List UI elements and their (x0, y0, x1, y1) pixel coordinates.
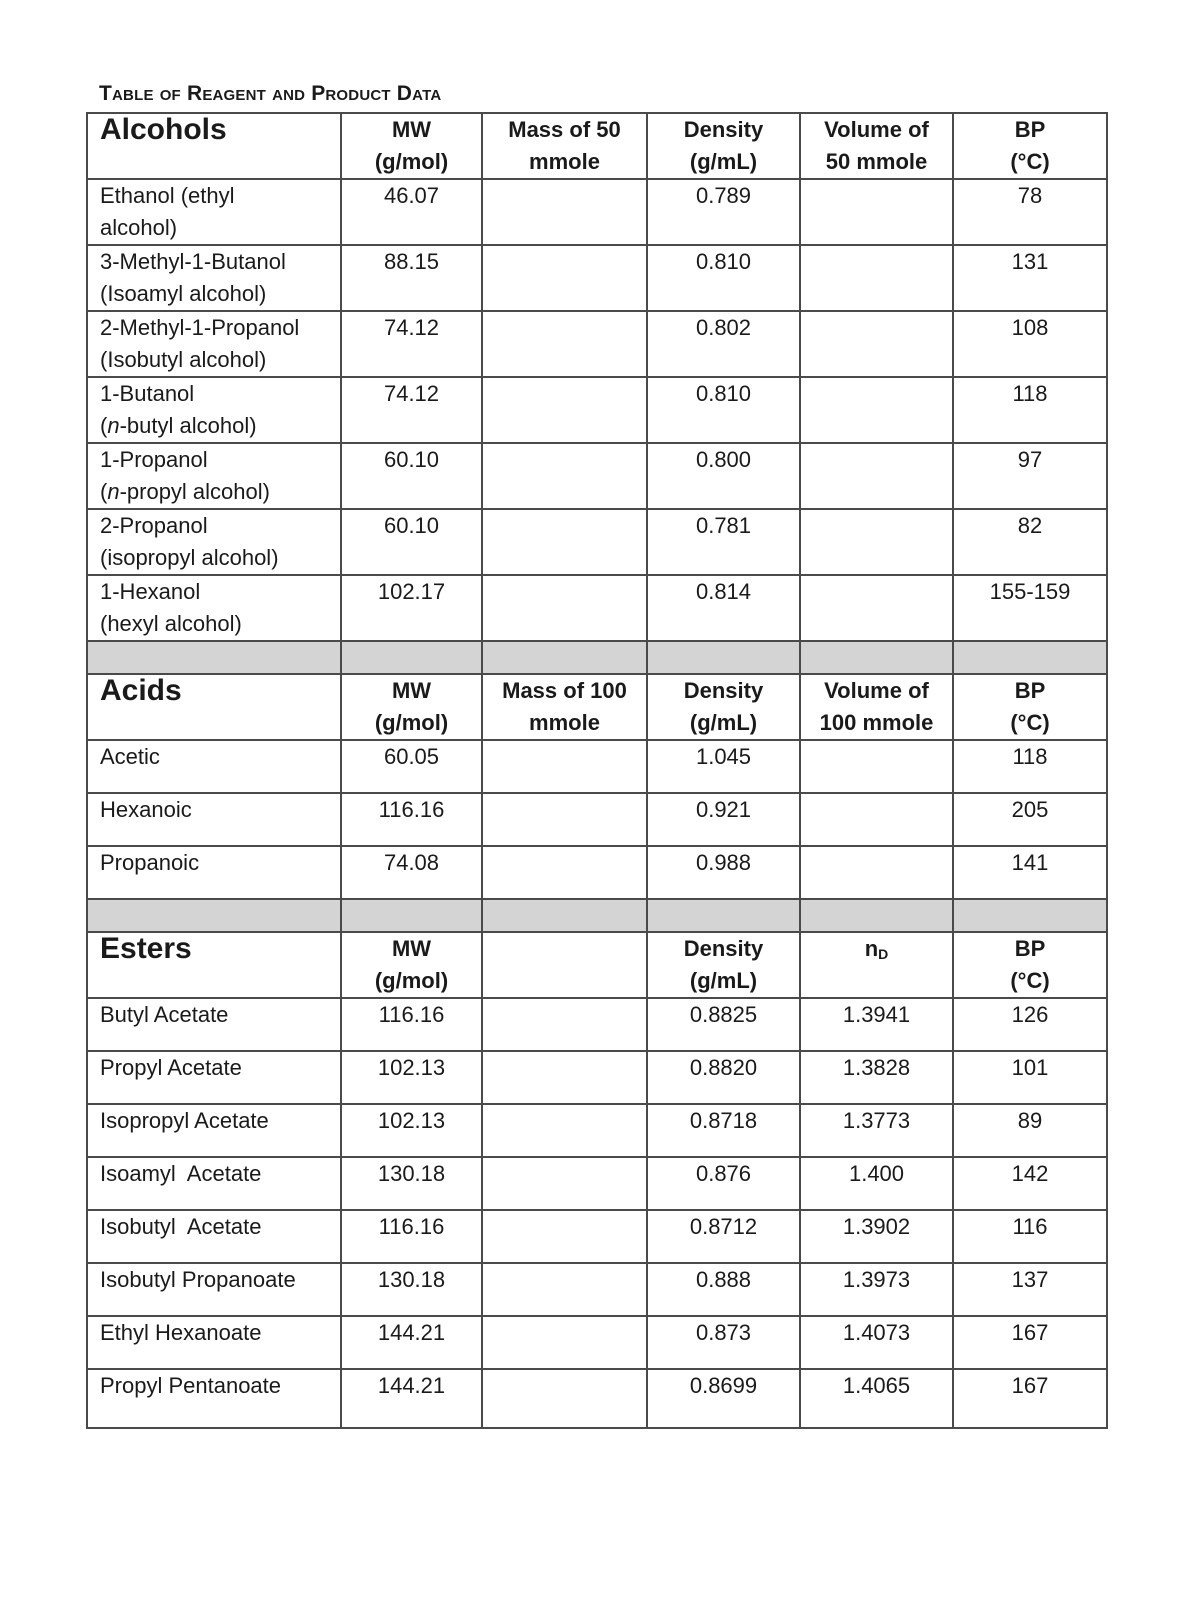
compound-name: Ethanol (ethyl alcohol) (87, 179, 341, 245)
bp-cell: 167 (953, 1369, 1107, 1428)
density-cell: 0.921 (647, 793, 800, 846)
mw-cell: 144.21 (341, 1316, 482, 1369)
mw-cell: 46.07 (341, 179, 482, 245)
mw-header: MW (g/mol) (341, 932, 482, 998)
mass-cell (482, 1157, 647, 1210)
mass-cell (482, 846, 647, 899)
density-header: Density (g/mL) (647, 674, 800, 740)
table-row (87, 575, 1107, 641)
volume-cell (800, 179, 953, 245)
mw-cell: 102.13 (341, 1051, 482, 1104)
density-cell: 0.876 (647, 1157, 800, 1210)
table-row (87, 1051, 1107, 1104)
density-cell: 0.789 (647, 179, 800, 245)
refractive-index-cell: 1.3941 (800, 998, 953, 1051)
section-separator (87, 899, 1107, 932)
refractive-index-cell: 1.4073 (800, 1316, 953, 1369)
bp-cell: 142 (953, 1157, 1107, 1210)
table-row (87, 1157, 1107, 1210)
bp-cell: 167 (953, 1316, 1107, 1369)
bp-cell: 116 (953, 1210, 1107, 1263)
density-cell: 0.802 (647, 311, 800, 377)
bp-cell: 82 (953, 509, 1107, 575)
bp-cell: 118 (953, 377, 1107, 443)
refractive-index-cell: 1.3828 (800, 1051, 953, 1104)
volume-cell (800, 740, 953, 793)
compound-name: Butyl Acetate (87, 998, 341, 1051)
mass-header: Mass of 50 mmole (482, 113, 647, 179)
density-cell: 0.8712 (647, 1210, 800, 1263)
bp-header: BP (°C) (953, 113, 1107, 179)
acids-header-row (87, 674, 1107, 740)
mass-cell (482, 1210, 647, 1263)
table-row (87, 1210, 1107, 1263)
table-title: Table of Reagent and Product Data (99, 82, 442, 105)
table-row (87, 1104, 1107, 1157)
bp-header: BP (°C) (953, 932, 1107, 998)
compound-name: Hexanoic (87, 793, 341, 846)
bp-cell: 108 (953, 311, 1107, 377)
volume-cell (800, 377, 953, 443)
volume-cell (800, 311, 953, 377)
mw-cell: 74.08 (341, 846, 482, 899)
density-header: Density (g/mL) (647, 113, 800, 179)
alcohols-header-row (87, 113, 1107, 179)
acids-section-title: Acids (87, 674, 341, 740)
mass-header: Mass of 100 mmole (482, 674, 647, 740)
mass-cell (482, 1316, 647, 1369)
compound-name: Propyl Pentanoate (87, 1369, 341, 1428)
mass-cell (482, 998, 647, 1051)
volume-cell (800, 575, 953, 641)
compound-name: Acetic (87, 740, 341, 793)
mw-cell: 74.12 (341, 377, 482, 443)
mw-cell: 116.16 (341, 998, 482, 1051)
reagent-product-table (86, 112, 1108, 1429)
mw-cell: 116.16 (341, 1210, 482, 1263)
volume-header: Volume of 100 mmole (800, 674, 953, 740)
table-row (87, 245, 1107, 311)
compound-name: 1-Propanol (n-propyl alcohol) (87, 443, 341, 509)
mass-cell (482, 1263, 647, 1316)
esters-header-row (87, 932, 1107, 998)
mass-header-empty (482, 932, 647, 998)
table-row (87, 311, 1107, 377)
section-separator (87, 641, 1107, 674)
mass-cell (482, 179, 647, 245)
refractive-index-cell: 1.3902 (800, 1210, 953, 1263)
mass-cell (482, 245, 647, 311)
compound-name: 2-Methyl-1-Propanol (Isobutyl alcohol) (87, 311, 341, 377)
mw-cell: 130.18 (341, 1263, 482, 1316)
volume-cell (800, 443, 953, 509)
refractive-index-header: $n_D$ (800, 932, 953, 998)
mw-cell: 102.17 (341, 575, 482, 641)
density-cell: 0.8699 (647, 1369, 800, 1428)
density-cell: 0.781 (647, 509, 800, 575)
volume-cell (800, 245, 953, 311)
table-row (87, 998, 1107, 1051)
density-cell: 0.8825 (647, 998, 800, 1051)
table-row (87, 377, 1107, 443)
compound-name: Isopropyl Acetate (87, 1104, 341, 1157)
density-cell: 0.988 (647, 846, 800, 899)
table-row (87, 740, 1107, 793)
bp-cell: 131 (953, 245, 1107, 311)
compound-name: Ethyl Hexanoate (87, 1316, 341, 1369)
compound-name: 1-Hexanol (hexyl alcohol) (87, 575, 341, 641)
compound-name: Isobutyl Acetate (87, 1210, 341, 1263)
density-cell: 0.873 (647, 1316, 800, 1369)
density-cell: 0.8820 (647, 1051, 800, 1104)
table-row (87, 846, 1107, 899)
density-header: Density (g/mL) (647, 932, 800, 998)
bp-cell: 78 (953, 179, 1107, 245)
mass-cell (482, 740, 647, 793)
mass-cell (482, 1051, 647, 1104)
volume-header: Volume of 50 mmole (800, 113, 953, 179)
mass-cell (482, 443, 647, 509)
mass-cell (482, 1369, 647, 1428)
volume-cell (800, 793, 953, 846)
refractive-index-cell: 1.3973 (800, 1263, 953, 1316)
density-cell: 0.888 (647, 1263, 800, 1316)
mw-cell: 130.18 (341, 1157, 482, 1210)
bp-cell: 118 (953, 740, 1107, 793)
compound-name: 1-Butanol (n-butyl alcohol) (87, 377, 341, 443)
bp-cell: 101 (953, 1051, 1107, 1104)
table-row (87, 1316, 1107, 1369)
refractive-index-cell: 1.4065 (800, 1369, 953, 1428)
density-cell: 1.045 (647, 740, 800, 793)
density-cell: 0.814 (647, 575, 800, 641)
mw-cell: 60.05 (341, 740, 482, 793)
mw-cell: 88.15 (341, 245, 482, 311)
density-cell: 0.810 (647, 377, 800, 443)
compound-name: 2-Propanol (isopropyl alcohol) (87, 509, 341, 575)
table-row (87, 179, 1107, 245)
table-row (87, 793, 1107, 846)
density-cell: 0.8718 (647, 1104, 800, 1157)
bp-cell: 137 (953, 1263, 1107, 1316)
volume-cell (800, 509, 953, 575)
mass-cell (482, 311, 647, 377)
table-row (87, 443, 1107, 509)
mass-cell (482, 575, 647, 641)
mw-cell: 74.12 (341, 311, 482, 377)
mw-cell: 116.16 (341, 793, 482, 846)
density-cell: 0.800 (647, 443, 800, 509)
mass-cell (482, 509, 647, 575)
compound-name: Isoamyl Acetate (87, 1157, 341, 1210)
bp-cell: 89 (953, 1104, 1107, 1157)
mw-cell: 144.21 (341, 1369, 482, 1428)
bp-header: BP (°C) (953, 674, 1107, 740)
table-row (87, 1369, 1107, 1428)
bp-cell: 205 (953, 793, 1107, 846)
alcohols-section-title: Alcohols (87, 113, 341, 179)
mw-cell: 60.10 (341, 509, 482, 575)
mw-header: MW (g/mol) (341, 674, 482, 740)
mass-cell (482, 793, 647, 846)
compound-name: Isobutyl Propanoate (87, 1263, 341, 1316)
mw-cell: 102.13 (341, 1104, 482, 1157)
compound-name: Propyl Acetate (87, 1051, 341, 1104)
mass-cell (482, 377, 647, 443)
mass-cell (482, 1104, 647, 1157)
density-cell: 0.810 (647, 245, 800, 311)
bp-cell: 141 (953, 846, 1107, 899)
table-row (87, 1263, 1107, 1316)
refractive-index-cell: 1.3773 (800, 1104, 953, 1157)
volume-cell (800, 846, 953, 899)
esters-section-title: Esters (87, 932, 341, 998)
compound-name: 3-Methyl-1-Butanol (Isoamyl alcohol) (87, 245, 341, 311)
mw-cell: 60.10 (341, 443, 482, 509)
mw-header: MW (g/mol) (341, 113, 482, 179)
bp-cell: 97 (953, 443, 1107, 509)
compound-name: Propanoic (87, 846, 341, 899)
bp-cell: 155-159 (953, 575, 1107, 641)
bp-cell: 126 (953, 998, 1107, 1051)
table-row (87, 509, 1107, 575)
refractive-index-cell: 1.400 (800, 1157, 953, 1210)
